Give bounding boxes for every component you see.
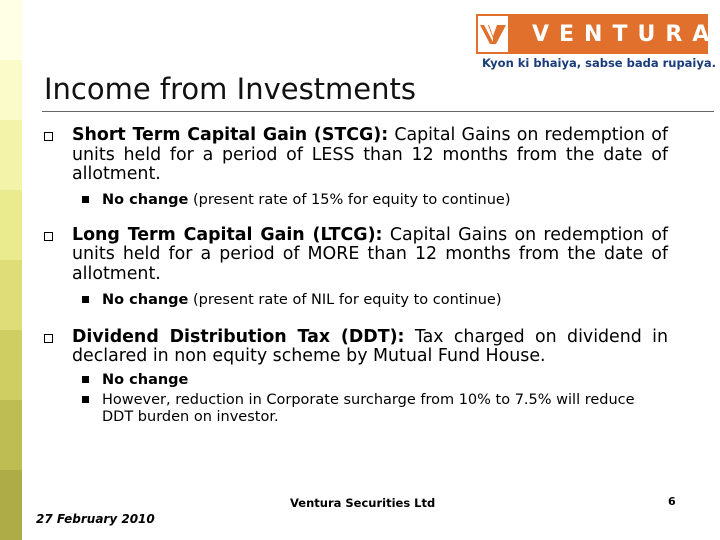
hollow-square-bullet-icon — [44, 132, 53, 141]
footer-company: Ventura Securities Ltd — [290, 496, 436, 510]
left-decorative-bar — [0, 0, 22, 540]
sub-heading: No change — [102, 371, 189, 388]
title-divider — [42, 111, 714, 112]
hollow-square-bullet-icon — [44, 334, 53, 343]
bullet-heading: Short Term Capital Gain (STCG): — [72, 125, 389, 145]
footer-date: 27 February 2010 — [36, 512, 155, 526]
sub-bullet-ddt-surcharge — [42, 392, 668, 426]
filled-square-bullet-icon — [82, 396, 89, 403]
slide-content — [42, 126, 668, 426]
bullet-ltcg — [42, 226, 668, 285]
bullet-heading: Dividend Distribution Tax (DDT): — [72, 326, 405, 347]
bullet-body: Tax charged on dividend in declared in non equity scheme by Mutual Fund House. — [72, 326, 668, 367]
hollow-square-bullet-icon — [44, 232, 53, 241]
bullet-stcg — [42, 126, 668, 185]
sub-bullet-ltcg — [42, 292, 668, 309]
sub-heading: No change — [102, 291, 189, 308]
sub-bullet-stcg — [42, 192, 668, 209]
page-number: 6 — [668, 495, 676, 508]
ventura-v-icon — [476, 14, 510, 54]
sub-body: (present rate of NIL for equity to continue) — [193, 291, 502, 308]
brand-tagline: Kyon ki bhaiya, sabse bada rupaiya. — [482, 56, 716, 70]
sub-heading: No change — [102, 191, 189, 208]
filled-square-bullet-icon — [82, 376, 89, 383]
sub-body: However, reduction in Corporate surcharge from 10% to 7.5% will reduce DDT burden on investor. — [102, 391, 635, 425]
bullet-body: Capital Gains on redemption of units held for a period of LESS than 12 months from the date of allotment. — [72, 125, 668, 185]
sub-bullet-ddt-no-change — [42, 372, 668, 389]
sub-body: (present rate of 15% for equity to continue) — [193, 191, 511, 208]
logo-text: VENTURA — [532, 21, 720, 47]
bullet-heading: Long Term Capital Gain (LTCG): — [72, 224, 383, 245]
bullet-body: Capital Gains on redemption of units held for a period of MORE than 12 months from the date of allotment. — [72, 224, 669, 284]
slide-title: Income from Investments — [44, 72, 417, 106]
ventura-logo — [476, 14, 720, 54]
filled-square-bullet-icon — [82, 296, 89, 303]
bullet-ddt — [42, 328, 668, 367]
filled-square-bullet-icon — [82, 196, 89, 203]
